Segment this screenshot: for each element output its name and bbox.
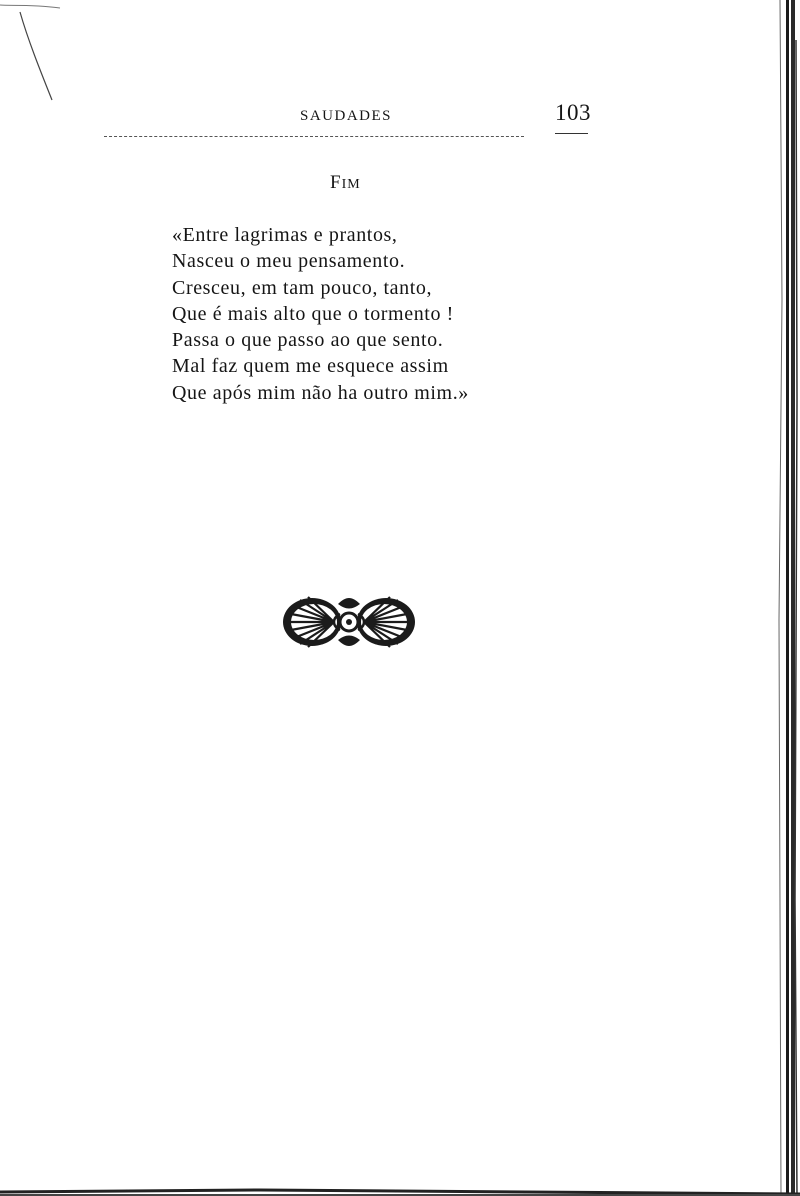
poem-line: «Entre lagrimas e prantos, xyxy=(172,224,398,246)
section-title-rest: IM xyxy=(341,177,361,192)
poem-line: Passa o que passo ao que sento. xyxy=(172,329,444,352)
page-number-underline xyxy=(555,133,588,134)
poem-line: Cresceu, em tam pouco, tanto, xyxy=(172,276,433,299)
scan-edge-bottom xyxy=(0,1176,800,1196)
poem-line: Que após mim não ha outro mim.» xyxy=(172,381,469,404)
poem-line: Que é mais alto que o tormento ! xyxy=(172,302,454,325)
page-number: 103 xyxy=(555,100,591,125)
poem-line: Mal faz quem me esquece assim xyxy=(172,355,449,378)
section-title xyxy=(330,172,361,194)
scan-corner-mark xyxy=(0,0,120,110)
shell-vignette-icon xyxy=(282,592,416,652)
center-scroll-icon xyxy=(334,598,364,646)
running-title: SAUDADES xyxy=(300,108,393,124)
scan-edge-right xyxy=(766,0,800,1196)
left-shell-icon xyxy=(283,597,341,647)
poem-line: Nasceu o meu pensamento. xyxy=(172,250,406,273)
header-rule xyxy=(104,136,524,137)
poem xyxy=(172,222,469,406)
right-shell-icon xyxy=(357,597,415,647)
section-title-initial: F xyxy=(330,172,342,193)
